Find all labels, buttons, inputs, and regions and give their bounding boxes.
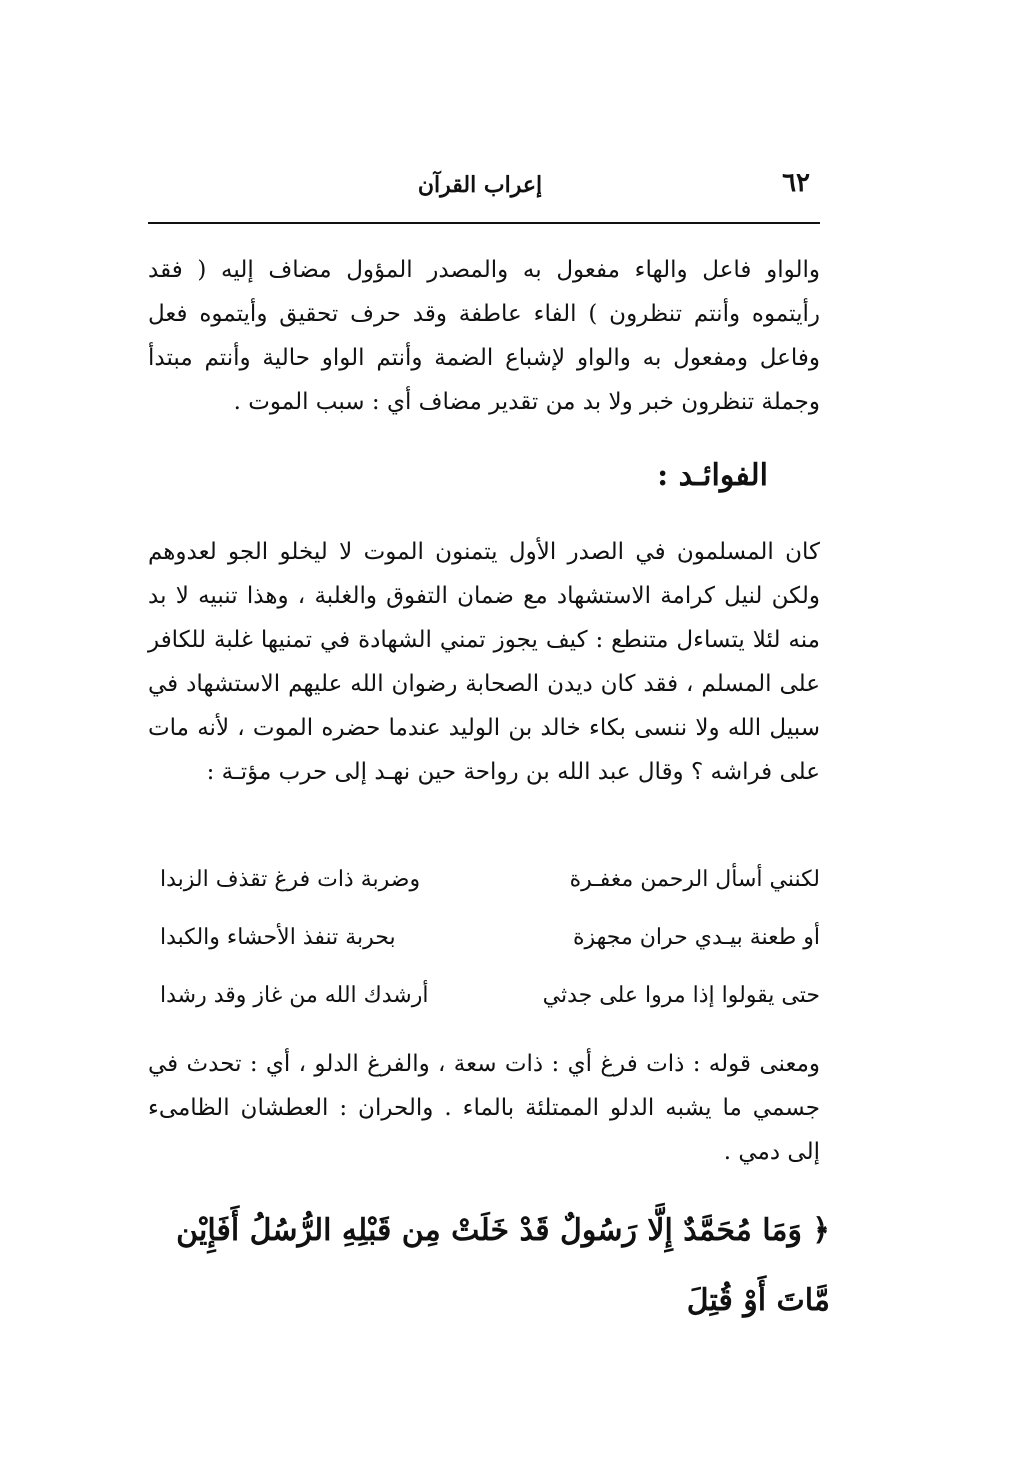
page-number: ٦٢ [782,168,810,198]
verse-text: وَمَا مُحَمَّدٌ إِلَّا رَسُولٌ قَدْ خَلَتْ مِن قَبْلِهِ الرُّسُلُ أَفَإِيْن مَّاتَ أَوْ قُتِلَ [176,1213,830,1318]
poem-first-hemistich: لكنني أسأل الرحمن مغفـرة [569,866,820,892]
header-rule [148,222,820,224]
running-title: إعراب القرآن [417,172,543,198]
quran-verse [140,1196,830,1336]
paragraph-grammar: والواو فاعل والهاء مفعول به والمصدر المؤول مضاف إليه ( فقد رأيتموه وأنتم تنظرون ) الفاء عاطفة وقد حرف تحقيق وأيتموه فعل وفاعل ومفعول به والواو لإشباع الضمة وأنتم الواو حالية وأنتم مبتدأ وجملة تنظرون خبر ولا بد من تقدير مضاف أي : سبب الموت . [148,257,820,415]
section-heading: الفوائـد : [657,458,768,493]
poem-line [160,966,820,1024]
poem-first-hemistich: أو طعنة بيـدي حران مجهزة [572,924,820,950]
paragraph-meaning: ومعنى قوله : ذات فرغ أي : ذات سعة ، والفرغ الدلو ، أي : تحدث في جسمي ما يشبه الدلو الممتلئة بالماء . والحران : العطشان الظامىء إلى دمي . [148,1051,820,1165]
page-header [140,168,820,208]
poem-line [160,908,820,966]
poem-second-hemistich: وضربة ذات فرغ تقذف الزبدا [160,866,421,892]
paragraph-benefits: كان المسلمون في الصدر الأول يتمنون الموت لا ليخلو الجو لعدوهم ولكن لنيل كرامة الاستشهاد مع ضمان التفوق والغلبة ، وهذا تنبيه لا بد منه لئلا يتساءل متنطع : كيف يجوز تمني الشهادة في تمنيها غلبة للكافر على المسلم ، فقد كان ديدن الصحابة رضوان الله عليهم الاستشهاد في سبيل الله ولا ننسى بكاء خالد بن الوليد عندما حضره الموت ، لأنه مات على فراشه ؟ وقال عبد الله بن رواحة حين نهـد إلى حرب مؤتـة : [148,539,820,785]
poem-line [160,850,820,908]
poem [160,850,820,1024]
poem-first-hemistich: حتى يقولوا إذا مروا على جدثي [542,982,820,1008]
poem-second-hemistich: بحربة تنفذ الأحشاء والكبدا [160,924,396,950]
verse-open-bracket: ﴿ [812,1213,830,1248]
poem-second-hemistich: أرشدك الله من غاز وقد رشدا [160,982,429,1008]
